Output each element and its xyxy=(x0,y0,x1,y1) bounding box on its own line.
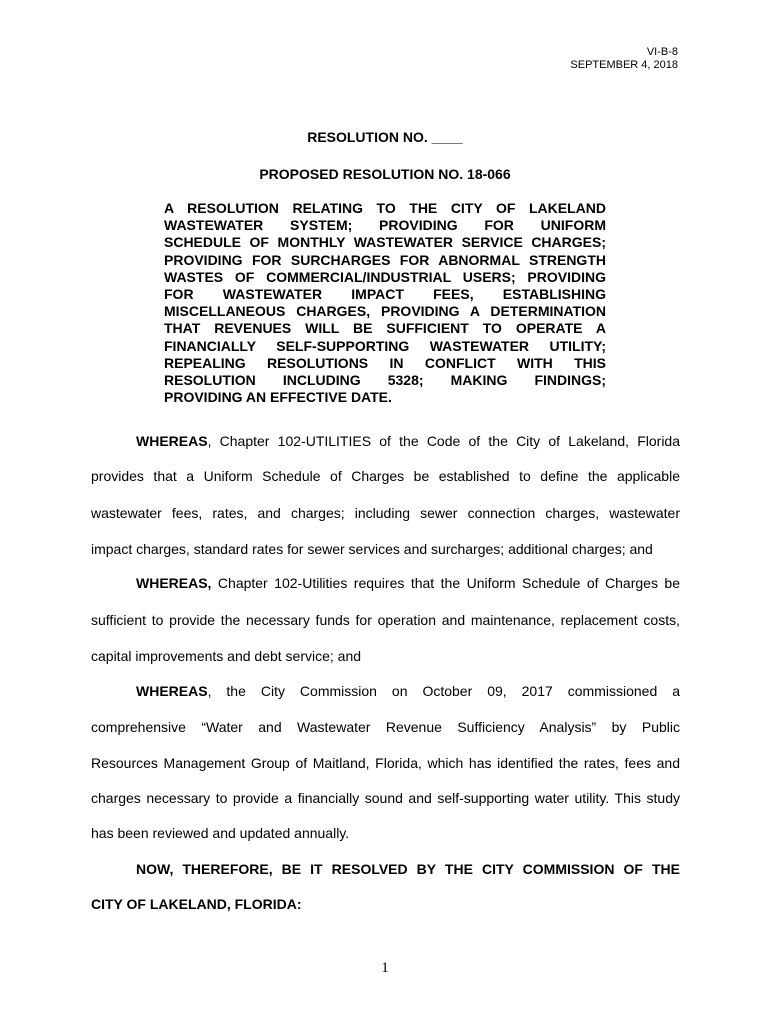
whereas-text: , the City Commission on October 09, 2017 commissioned a xyxy=(207,683,680,699)
page-number: 1 xyxy=(381,960,389,976)
resolved-clause-line-1: NOW, THEREFORE, BE IT RESOLVED BY THE CITY COMMISSION OF THE xyxy=(136,861,680,877)
whereas-1-line-3: wastewater fees, rates, and charges; including sewer connection charges, wastewater xyxy=(91,505,680,521)
whereas-2-line-2: sufficient to provide the necessary funds for operation and maintenance, replacement costs, xyxy=(91,612,680,628)
resolution-title xyxy=(164,200,606,406)
whereas-2-line-3: capital improvements and debt service; and xyxy=(91,648,362,664)
document-date: SEPTEMBER 4, 2018 xyxy=(570,59,678,71)
document-code: VI-B-8 xyxy=(646,46,678,58)
title-line: WASTEWATER SYSTEM; PROVIDING FOR UNIFORM xyxy=(164,217,606,234)
whereas-lead: WHEREAS xyxy=(136,433,208,449)
title-line: PROVIDING AN EFFECTIVE DATE. xyxy=(164,389,392,406)
whereas-text: Chapter 102-Utilities requires that the Uniform Schedule of Charges be xyxy=(211,575,680,591)
whereas-1-line-4: impact charges, standard rates for sewer services and surcharges; additional charges; and xyxy=(91,541,653,557)
whereas-3-line-1 xyxy=(136,683,680,699)
whereas-1-line-1 xyxy=(136,433,680,449)
title-line: SCHEDULE OF MONTHLY WASTEWATER SERVICE CHARGES; xyxy=(164,234,606,251)
title-line: PROVIDING FOR SURCHARGES FOR ABNORMAL STRENGTH xyxy=(164,251,606,268)
whereas-3-line-3: Resources Management Group of Maitland, Florida, which has identified the rates, fees and xyxy=(91,755,680,771)
title-line: THAT REVENUES WILL BE SUFFICIENT TO OPERATE A xyxy=(164,320,606,337)
title-line: FOR WASTEWATER IMPACT FEES, ESTABLISHING xyxy=(164,285,606,302)
title-line: REPEALING RESOLUTIONS IN CONFLICT WITH THIS xyxy=(164,354,606,371)
whereas-3-line-2: comprehensive “Water and Wastewater Revenue Sufficiency Analysis” by Public xyxy=(91,719,680,735)
whereas-2-line-1 xyxy=(136,575,680,591)
whereas-lead: WHEREAS, xyxy=(136,575,212,591)
title-line: A RESOLUTION RELATING TO THE CITY OF LAKELAND xyxy=(164,200,606,216)
whereas-text: , Chapter 102-UTILITIES of the Code of the City of Lakeland, Florida xyxy=(207,433,680,449)
whereas-lead: WHEREAS xyxy=(136,683,208,699)
title-line: WASTES OF COMMERCIAL/INDUSTRIAL USERS; PROVIDING xyxy=(164,268,606,285)
resolution-number: RESOLUTION NO. ____ xyxy=(307,129,463,145)
whereas-1-line-2: provides that a Uniform Schedule of Charges be established to define the applicable xyxy=(91,468,680,484)
proposed-resolution-number: PROPOSED RESOLUTION NO. 18-066 xyxy=(259,166,511,182)
resolved-clause-line-2: CITY OF LAKELAND, FLORIDA: xyxy=(91,896,302,912)
title-line: FINANCIALLY SELF-SUPPORTING WASTEWATER UTILITY; xyxy=(164,337,606,354)
whereas-3-line-4: charges necessary to provide a financially sound and self-supporting water utility. This study xyxy=(91,790,680,806)
whereas-3-line-5: has been reviewed and updated annually. xyxy=(91,825,350,841)
title-line: RESOLUTION INCLUDING 5328; MAKING FINDINGS; xyxy=(164,371,606,388)
title-line: MISCELLANEOUS CHARGES, PROVIDING A DETERMINATION xyxy=(164,303,606,320)
